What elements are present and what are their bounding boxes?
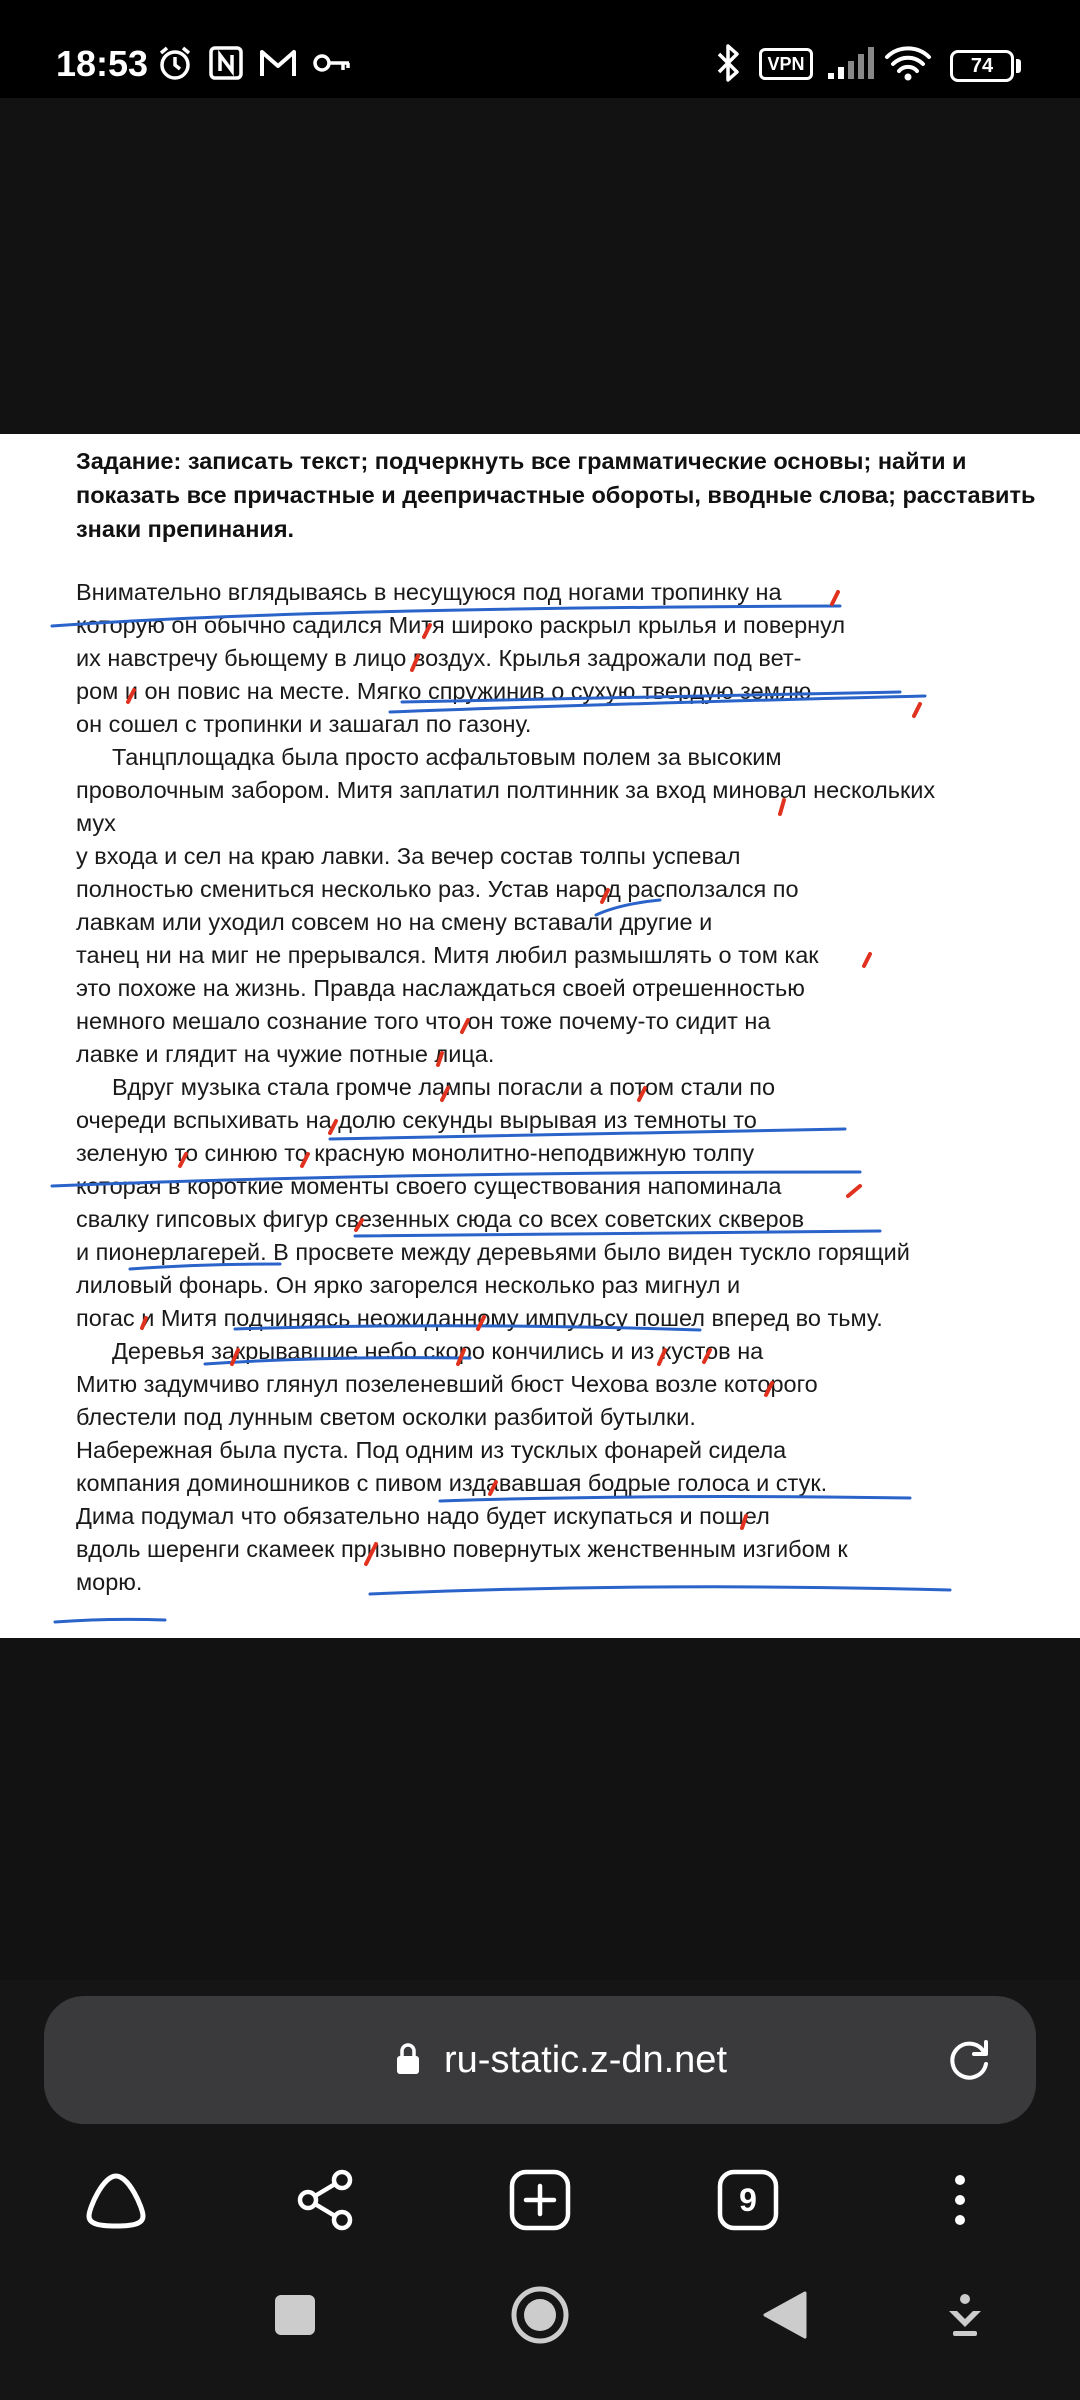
tabs-count: 9 xyxy=(739,2181,757,2218)
nfc-icon xyxy=(208,40,244,86)
text-line: лиловый фонарь. Он ярко загорелся несколько раз мигнул и xyxy=(76,1272,741,1298)
text-line: лавкам или уходил совсем но на смену вставали другие и xyxy=(76,909,713,935)
more-vert-icon xyxy=(950,2170,970,2230)
text-line: Дима подумал что обязательно надо будет искупаться и пошел xyxy=(76,1503,770,1529)
text-line: их навстречу бьющему в лицо воздух. Крылья задрожали под вет- xyxy=(76,645,802,671)
text-line: проволочным забором. Митя заплатил полтинник за вход миновал нескольких xyxy=(76,777,936,803)
text-line: вдоль шеренги скамеек призывно повернутых женственным изгибом к xyxy=(76,1536,848,1562)
battery-indicator: 74 xyxy=(950,50,1014,82)
text-line: свалку гипсовых фигур свезенных сюда со всех советских скверов xyxy=(76,1206,805,1232)
status-time: 18:53 xyxy=(56,43,149,84)
lock-icon xyxy=(394,2042,422,2081)
red-comma xyxy=(848,1186,860,1196)
text-line: у входа и сел на краю лавки. За вечер состав толпы успевал xyxy=(76,843,741,869)
text-line: морю. xyxy=(76,1569,143,1595)
text-line: и пионерлагерей. В просвете между деревьями было виден тускло горящий xyxy=(76,1239,910,1265)
triangle-back-icon xyxy=(761,2289,809,2341)
text-line: погас и Митя подчиняясь неожиданному импульсу пошел вперед во тьму. xyxy=(76,1305,883,1331)
square-icon xyxy=(273,2293,317,2337)
home-button[interactable] xyxy=(76,2160,156,2240)
bluetooth-icon xyxy=(715,40,741,86)
key-icon xyxy=(312,40,352,86)
red-comma xyxy=(832,592,838,604)
text-line: Внимательно вглядываясь в несущуюся под ногами тропинку на xyxy=(76,579,782,605)
text-line: это похоже на жизнь. Правда наслаждаться своей отрешенностью xyxy=(76,975,805,1001)
text-line: немного мешало сознание того что он тоже почему-то сидит на xyxy=(76,1008,771,1034)
text-line: Митю задумчиво глянул позеленевший бюст Чехова возле которого xyxy=(76,1371,818,1397)
alice-icon xyxy=(83,2170,149,2230)
recents-button[interactable] xyxy=(260,2280,330,2350)
plus-icon xyxy=(509,2169,571,2231)
text-line: которая в короткие моменты своего существования напоминала xyxy=(76,1173,782,1199)
menu-button[interactable] xyxy=(920,2160,1000,2240)
text-line: мух xyxy=(76,810,116,836)
red-comma xyxy=(914,704,920,716)
text-line: лавке и глядит на чужие потные лица. xyxy=(76,1041,495,1067)
reload-icon[interactable] xyxy=(944,2034,996,2091)
blue-underline xyxy=(55,1619,165,1622)
wifi-icon xyxy=(884,40,932,86)
chevron-down-icon xyxy=(945,2293,985,2337)
text-line: он сошел с тропинки и зашагал по газону. xyxy=(76,711,532,737)
text-line: зеленую то синюю то красную монолитно-неподвижную толпу xyxy=(76,1140,755,1166)
text-line: ром и он повис на месте. Мягко спружинив о сухую твердую землю xyxy=(76,678,812,704)
text-line: Вдруг музыка стала громче лампы погасли а потом стали по xyxy=(112,1074,776,1100)
home-nav-button[interactable] xyxy=(505,2280,575,2350)
text-line: очереди вспыхивать на долю секунды вырывая из темноты то xyxy=(76,1107,757,1133)
blue-underline xyxy=(370,1587,950,1594)
back-button[interactable] xyxy=(750,2280,820,2350)
new-tab-button[interactable] xyxy=(500,2160,580,2240)
share-icon xyxy=(294,2168,358,2232)
text-line: танец ни на миг не прерывался. Митя любил размышлять о том как xyxy=(76,942,819,968)
text-line: компания доминошников с пивом издававшая бодрые голоса и стук. xyxy=(76,1470,828,1496)
document-image xyxy=(0,434,1080,1638)
browser-bottom-bar xyxy=(0,1980,1080,2400)
text-line: Танцплощадка была просто асфальтовым полем за высоким xyxy=(112,744,782,770)
text-line: Набережная была пуста. Под одним из тусклых фонарей сидела xyxy=(76,1437,787,1463)
text-line: блестели под лунным светом осколки разбитой бутылки. xyxy=(76,1404,696,1430)
url-text: ru-static.z-dn.net xyxy=(444,2039,727,2081)
address-bar[interactable] xyxy=(44,1996,1036,2124)
text-line: Деревья закрывавшие небо скоро кончились и из кустов на xyxy=(112,1338,764,1364)
alarm-icon xyxy=(156,40,194,86)
text-line: полностью смениться несколько раз. Устав народ расползался по xyxy=(76,876,799,902)
image-viewer-background xyxy=(0,98,1080,434)
status-bar xyxy=(0,0,1080,98)
signal-icon xyxy=(826,40,874,86)
share-button[interactable] xyxy=(286,2160,366,2240)
image-viewer-background xyxy=(0,1638,1080,1980)
task-heading: Задание: записать текст; подчеркнуть все грамматические основы; найти и показать все причастные и деепричастные обороты, вводные слова; расставить знаки препинания. xyxy=(76,448,1036,542)
text-line: которую он обычно садился Митя широко раскрыл крылья и повернул xyxy=(76,612,846,638)
vpn-badge: VPN xyxy=(759,48,813,80)
gmail-icon xyxy=(258,40,298,86)
hide-nav-button[interactable] xyxy=(930,2280,1000,2350)
red-comma xyxy=(864,954,870,966)
tabs-button[interactable] xyxy=(708,2160,788,2240)
circle-icon xyxy=(510,2285,570,2345)
battery-tip xyxy=(1016,59,1021,73)
